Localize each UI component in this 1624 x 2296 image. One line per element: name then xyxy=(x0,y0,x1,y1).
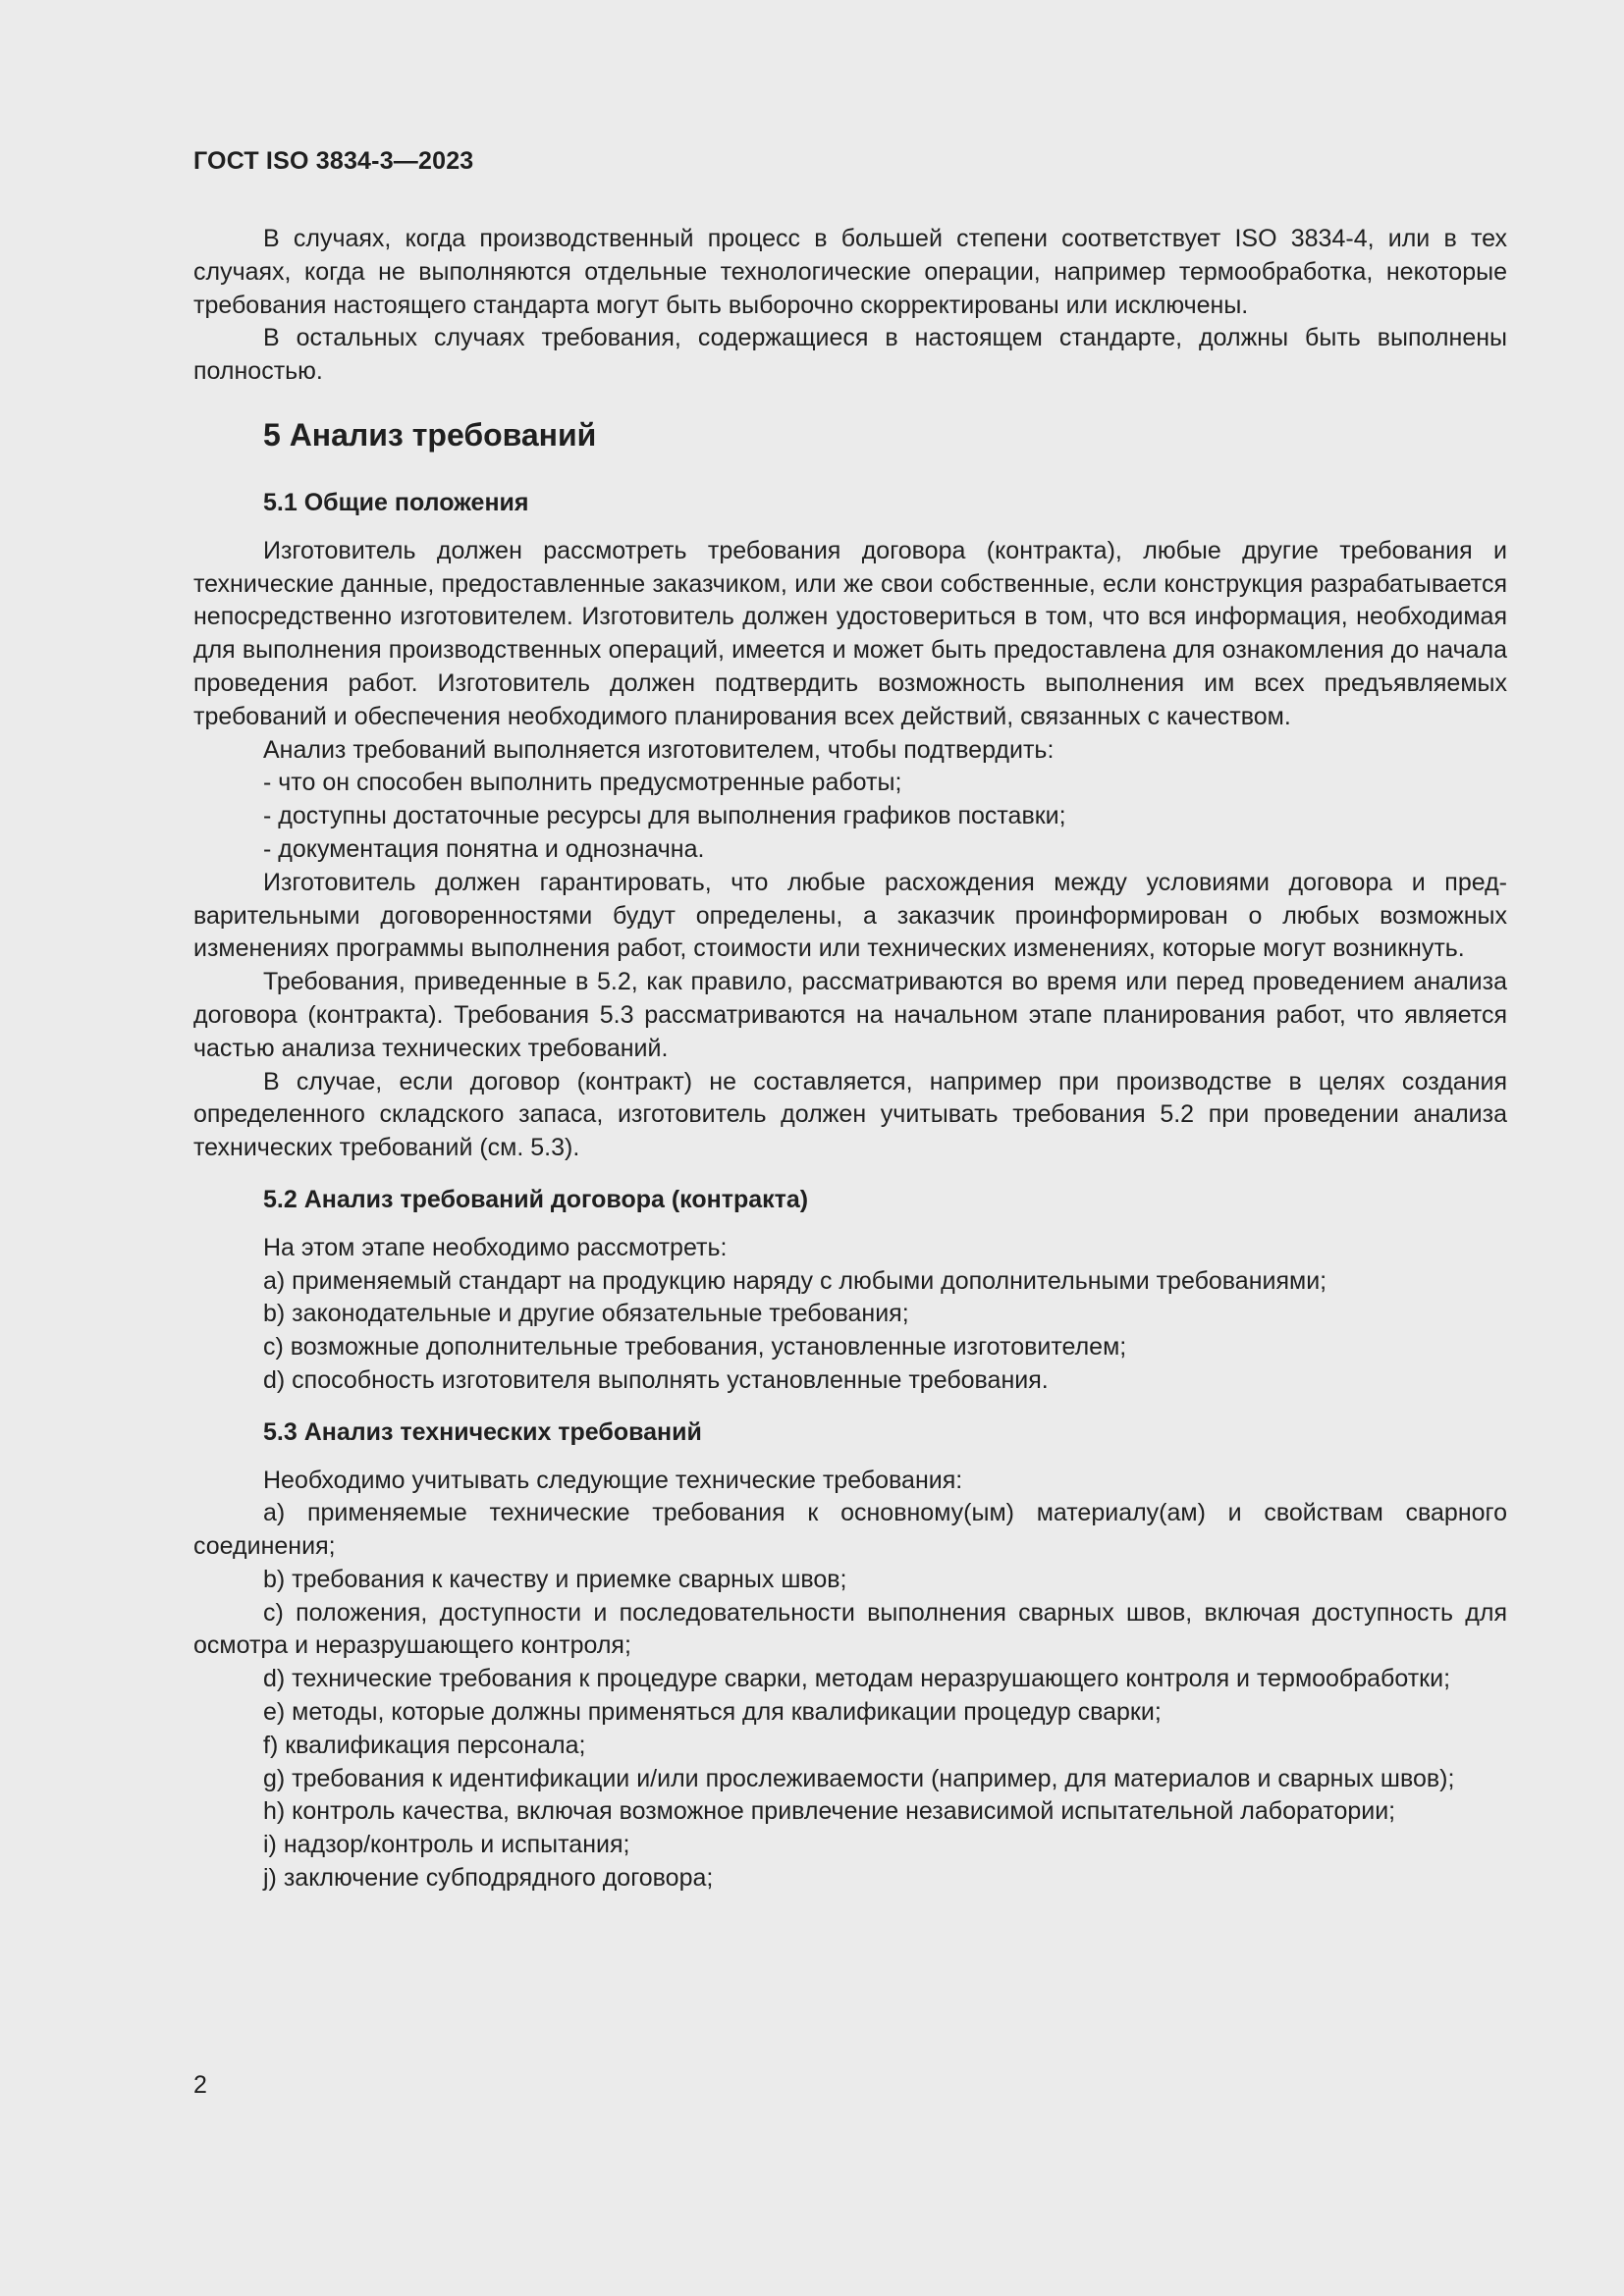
intro-paragraph: В остальных случаях требования, содержащиеся в настоящем стандарте, должны быть выполнены полностью. xyxy=(193,324,1507,386)
list-item: d) способность изготовителя выполнять установленные требования. xyxy=(263,1365,1049,1394)
paragraph: Необходимо учитывать следующие технические требования: xyxy=(263,1466,963,1494)
paragraph: На этом этапе необходимо рассмотреть: xyxy=(263,1233,728,1261)
list-item: b) законодательные и другие обязательные требования; xyxy=(263,1300,909,1328)
subsection-title: 5.1 Общие положения xyxy=(263,488,529,516)
list-item: g) требования к идентификации и/или прослеживаемости (например, для материалов и сварных швов); xyxy=(263,1764,1455,1792)
paragraph: Изготовитель должен рассмотреть требования договора (контракта), любые другие требования и технические данные, предоставленные заказчиком, или же свои собственные, если конструкция разрабатывается непосредственно изготовителем. Изготовитель должен удостовериться в том, что вся информация, необходимая для выполнения производственных операций, имеется и может быть предоставлена для ознакомления до начала проведения работ. Изготовитель должен подтвердить возможность выполнения им всех предъявляемых требований и обеспечения необходимого планирования всех действий, связанных с качеством. xyxy=(193,536,1507,730)
paragraph: В случае, если договор (контракт) не составляется, например при производстве в целях создания определенного складского запаса, изготовитель должен учитывать требования 5.2 при проведении анализа технических требований (см. 5.3). xyxy=(193,1067,1507,1162)
subsection-title: 5.2 Анализ требований договора (контракта) xyxy=(263,1185,809,1213)
intro-paragraph: В случаях, когда производственный процесс в большей степени соответствует ISO 3834-4, или в тех случаях, когда не выполняются отдельные технологические операции, например термообработка, некоторые требования настоящего стандарта могут быть выборочно скорректированы или исключены. xyxy=(193,225,1507,319)
paragraph: Требования, приведенные в 5.2, как правило, рассматриваются во время или перед проведением анализа договора (контракта). Требования 5.3 рассматриваются на начальном этапе планирования работ, что является частью анализа технических требований. xyxy=(193,968,1507,1062)
list-item: j) заключение субподрядного договора; xyxy=(263,1864,714,1893)
list-item: a) применяемый стандарт на продукцию наряду с любыми дополнительными требованиями; xyxy=(263,1266,1327,1295)
section-title: 5 Анализ требований xyxy=(263,416,597,453)
page-number: 2 xyxy=(193,2071,207,2099)
list-item: i) надзор/контроль и испытания; xyxy=(263,1831,630,1859)
list-item: - документация понятна и однозначна. xyxy=(263,834,705,863)
list-item: h) контроль качества, включая возможное привлечение независимой испытательной лаборатории; xyxy=(263,1797,1396,1826)
list-item: c) положения, доступности и последовательности выполнения сварных швов, включая доступность для осмотра и неразрушающего контроля; xyxy=(193,1598,1507,1660)
paragraph: Изготовитель должен гарантировать, что любые расхождения между условиями договора и предварительными договоренностями будут определены, а заказчик проинформирован о любых возможных изменениях программы выполнения работ, стоимости или технических изменениях, которые могут возникнуть. xyxy=(193,868,1507,963)
list-item: c) возможные дополнительные требования, установленные изготовителем; xyxy=(263,1333,1127,1362)
paragraph: Анализ требований выполняется изготовителем, чтобы подтвердить: xyxy=(263,735,1055,764)
list-item: a) применяемые технические требования к основному(ым) материалу(ам) и свойствам сварного соединения; xyxy=(193,1499,1507,1561)
subsection-title: 5.3 Анализ технических требований xyxy=(263,1417,702,1446)
list-item: - доступны достаточные ресурсы для выполнения графиков поставки; xyxy=(263,802,1066,830)
list-item: e) методы, которые должны применяться для квалификации процедур сварки; xyxy=(263,1698,1162,1727)
standard-header: ГОСТ ISO 3834-3—2023 xyxy=(193,147,474,175)
list-item: d) технические требования к процедуре сварки, методам неразрушающего контроля и термообработки; xyxy=(263,1665,1451,1693)
list-item: f) квалификация персонала; xyxy=(263,1731,586,1759)
list-item: - что он способен выполнить предусмотренные работы; xyxy=(263,769,902,797)
page-content xyxy=(193,223,1507,1896)
list-item: b) требования к качеству и приемке сварных швов; xyxy=(263,1565,847,1593)
